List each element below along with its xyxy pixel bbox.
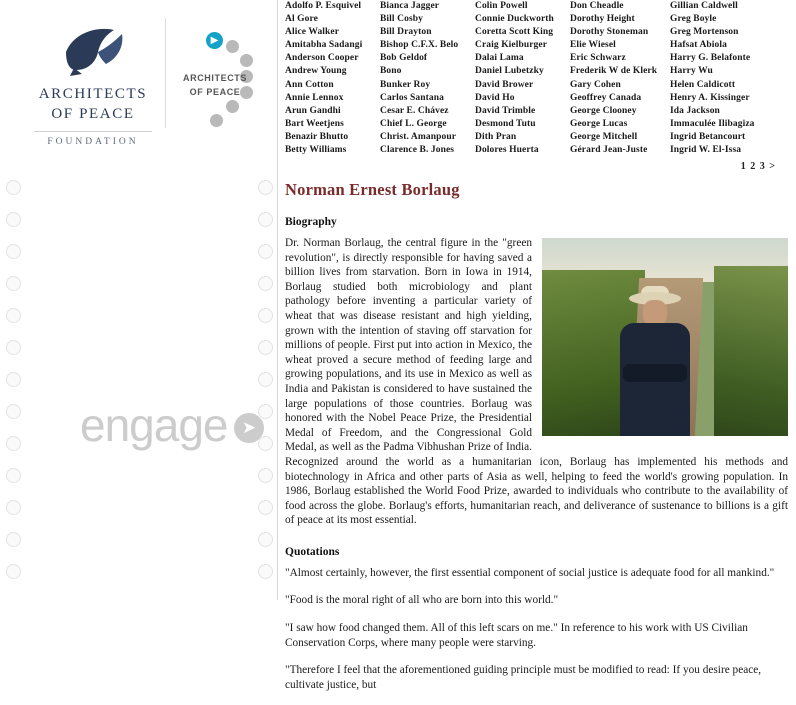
- decor-circle: [258, 212, 273, 227]
- name-link[interactable]: Frederik W de Klerk: [570, 66, 658, 77]
- quotation-item: "I saw how food changed them. All of this left scars on me." In reference to his work with US Civilian Conservation Corps, where many people were starving.: [285, 622, 748, 649]
- decor-circle: [6, 436, 21, 451]
- name-link[interactable]: Andrew Young: [285, 66, 347, 77]
- decor-circle: [6, 500, 21, 515]
- decor-dot: [226, 40, 239, 53]
- name-link[interactable]: Hafsat Abiola: [670, 40, 727, 51]
- decor-circle: [6, 340, 21, 355]
- name-link[interactable]: Bob Geldof: [380, 53, 428, 64]
- name-link[interactable]: Don Cheadle: [570, 1, 624, 11]
- decor-dot: [210, 114, 223, 127]
- sidebar-divider: [277, 0, 278, 600]
- name-link[interactable]: Chief L. George: [380, 118, 447, 129]
- decor-circle: [6, 564, 21, 579]
- decor-circle: [258, 500, 273, 515]
- name-link[interactable]: Clarence B. Jones: [380, 145, 455, 156]
- decor-circle: [6, 308, 21, 323]
- name-link[interactable]: Anderson Cooper: [285, 53, 359, 64]
- photo-figure: [609, 286, 701, 436]
- pagination: [739, 161, 775, 172]
- name-link[interactable]: Arun Gandhi: [285, 105, 341, 116]
- decor-circle: [6, 180, 21, 195]
- name-link[interactable]: Annie Lennox: [285, 92, 344, 103]
- name-column-5: [670, 0, 770, 157]
- decor-circle: [6, 468, 21, 483]
- name-link[interactable]: Benazir Bhutto: [285, 131, 349, 142]
- name-link[interactable]: Adolfo P. Esquivel: [285, 1, 362, 11]
- site-logo[interactable]: [28, 22, 158, 147]
- decor-circle: [6, 532, 21, 547]
- page-3-link[interactable]: 3: [759, 161, 765, 172]
- quotation-item: "Food is the moral right of all who are born into this world.": [285, 594, 559, 607]
- quotation-item: "Almost certainly, however, the first essential component of social justice is adequate food for all mankind.": [285, 566, 775, 579]
- name-link[interactable]: Connie Duckworth: [475, 14, 554, 25]
- decor-circle: [258, 468, 273, 483]
- photo-arms: [623, 364, 687, 382]
- name-link[interactable]: Ingrid Betancourt: [670, 131, 746, 142]
- logo-line-2: OF PEACE: [51, 106, 135, 123]
- name-index-columns: [285, 0, 785, 157]
- name-link[interactable]: Henry A. Kissinger: [670, 92, 750, 103]
- decor-circle: [6, 212, 21, 227]
- name-column-4: [570, 0, 670, 157]
- decor-circle: [258, 564, 273, 579]
- name-link[interactable]: Harry Wu: [670, 66, 713, 77]
- name-link[interactable]: Gillian Caldwell: [670, 1, 738, 11]
- decor-circle: [258, 276, 273, 291]
- decor-dot: [226, 100, 239, 113]
- name-link[interactable]: Bill Cosby: [380, 14, 423, 25]
- next-page-link[interactable]: >: [769, 161, 775, 172]
- name-link[interactable]: Cesar E. Chávez: [380, 105, 449, 116]
- decor-circle: [258, 308, 273, 323]
- name-link[interactable]: Bill Drayton: [380, 27, 432, 38]
- name-link[interactable]: George Mitchell: [570, 131, 638, 142]
- name-link[interactable]: Greg Boyle: [670, 14, 717, 25]
- decor-dot: [240, 54, 253, 67]
- name-link[interactable]: Christ. Amanpour: [380, 131, 457, 142]
- name-link[interactable]: George Clooney: [570, 105, 637, 116]
- photo-field-right: [714, 266, 788, 436]
- decor-circle: [6, 276, 21, 291]
- name-link[interactable]: Eric Schwarz: [570, 53, 626, 64]
- name-link[interactable]: Alice Walker: [285, 27, 340, 38]
- name-link[interactable]: Gary Cohen: [570, 79, 621, 90]
- decor-circle: [258, 372, 273, 387]
- decor-circle: [258, 340, 273, 355]
- decor-circle: [258, 404, 273, 419]
- logo-vertical-divider: [165, 18, 166, 128]
- name-column-1: [285, 0, 380, 157]
- biography-heading: Biography: [285, 216, 337, 228]
- biography-text: Dr. Norman Borlaug, the central figure in the "green revolution", is directly responsible for having saved a billion lives from starvation. Born in Iowa in 1914, Borlaug studied both microbiology and plant pathology before inventing a particular variety of wheat that was disease resistant and high yielding, grown with the intention of staving off starvation for millions of people. First put into action in Mexico, the wheat proved a secure method of feeding large and growing populations, and its use in Mexico as well as India and Pakistan is considered to have sustained the large populations of those countries. Borlaug was honored with the Nobel Peace Prize, the Presidential Medal of Freedom, and the Congressional Gold Medal, as well as the Padma Vibhushan Prize of India. Recognized around the world as a humanitarian icon, Borlaug has implemented his methods and biotechnology in Africa and other parts of Asia as well, helping to feed the world's growing population. In 1986, Borlaug established the World Food Prize, awarded to individuals who contribute to the availability of food across the globe. Borlaug's efforts, humanitarian reach, and deliverance of sustenance to billions is a gift of peace at its most essential.: [285, 237, 788, 527]
- name-link[interactable]: Dalai Lama: [475, 53, 524, 64]
- name-link[interactable]: Desmond Tutu: [475, 118, 536, 129]
- quotations-section: [285, 546, 788, 693]
- name-link[interactable]: Geoffrey Canada: [570, 92, 642, 103]
- name-link[interactable]: Greg Mortenson: [670, 27, 739, 38]
- decor-circle: [6, 244, 21, 259]
- quotations-heading: Quotations: [285, 545, 340, 558]
- name-link[interactable]: David Trimble: [475, 105, 536, 116]
- decor-circle: [258, 532, 273, 547]
- name-link[interactable]: Coretta Scott King: [475, 27, 554, 38]
- name-link[interactable]: George Lucas: [570, 118, 628, 129]
- name-link[interactable]: Amitabha Sadangi: [285, 40, 363, 51]
- name-column-2: [380, 0, 475, 157]
- chevron-right-icon[interactable]: ➤: [234, 413, 264, 443]
- name-link[interactable]: Bianca Jagger: [380, 1, 440, 11]
- name-link[interactable]: Al Gore: [285, 14, 318, 25]
- name-link[interactable]: Harry G. Belafonte: [670, 53, 751, 64]
- name-link[interactable]: Betty Williams: [285, 145, 347, 156]
- name-link[interactable]: Bart Weetjens: [285, 118, 344, 129]
- name-link[interactable]: Elie Wiesel: [570, 40, 616, 51]
- name-link[interactable]: Ida Jackson: [670, 105, 720, 116]
- name-link[interactable]: Craig Kielburger: [475, 40, 548, 51]
- dove-peace-icon: [52, 22, 134, 78]
- quotation-item: "Therefore I feel that the aforementioned guiding principle must be modified to read: If you desire peace, cultivate justice, but: [285, 664, 762, 691]
- name-link[interactable]: Ann Cotton: [285, 79, 334, 90]
- name-link[interactable]: Colin Powell: [475, 1, 528, 11]
- page-2-link[interactable]: 2: [750, 161, 756, 172]
- page-title: Norman Ernest Borlaug: [285, 180, 460, 199]
- decor-circle: [6, 372, 21, 387]
- name-column-3: [475, 0, 570, 157]
- page-1-link[interactable]: 1: [740, 161, 746, 172]
- name-link[interactable]: Carlos Santana: [380, 92, 444, 103]
- logo-line-1: ARCHITECTS: [38, 86, 148, 102]
- honoree-name-index: [285, 0, 785, 172]
- name-link[interactable]: Dorothy Stoneman: [570, 27, 649, 38]
- name-link[interactable]: Bishop C.F.X. Belo: [380, 40, 459, 51]
- decor-circle: [258, 244, 273, 259]
- logo-wordmark: [28, 84, 158, 125]
- name-link[interactable]: Dorothy Height: [570, 14, 635, 25]
- name-link[interactable]: Bono: [380, 66, 402, 77]
- logo-divider: [34, 131, 152, 132]
- engage-wordmark[interactable]: engage: [80, 399, 228, 451]
- architects-of-peace-label: ARCHITECTS OF PEACE: [183, 73, 247, 97]
- decor-circle: [258, 436, 273, 451]
- decor-circle: [6, 404, 21, 419]
- decor-circle: [258, 180, 273, 195]
- name-link[interactable]: David Brower: [475, 79, 534, 90]
- name-link[interactable]: Dith Pran: [475, 131, 517, 142]
- name-link[interactable]: Gérard Jean-Juste: [570, 145, 648, 156]
- name-link[interactable]: David Ho: [475, 92, 515, 103]
- name-link[interactable]: Dolores Huerta: [475, 145, 539, 156]
- name-link[interactable]: Immaculée Ilibagiza: [670, 118, 755, 129]
- left-sidebar: [0, 0, 278, 600]
- name-link[interactable]: Ingrid W. El-Issa: [670, 145, 742, 156]
- name-link[interactable]: Daniel Lubetzky: [475, 66, 544, 77]
- photo-face: [643, 300, 667, 326]
- logo-subtitle: FOUNDATION: [47, 136, 139, 147]
- name-link[interactable]: Helen Caldicott: [670, 79, 736, 90]
- honoree-article: [285, 180, 788, 705]
- architects-of-peace-graphic[interactable]: [182, 28, 272, 128]
- honoree-photo: [542, 238, 788, 436]
- play-arrow-icon[interactable]: ▶: [206, 32, 223, 49]
- name-link[interactable]: Bunker Roy: [380, 79, 431, 90]
